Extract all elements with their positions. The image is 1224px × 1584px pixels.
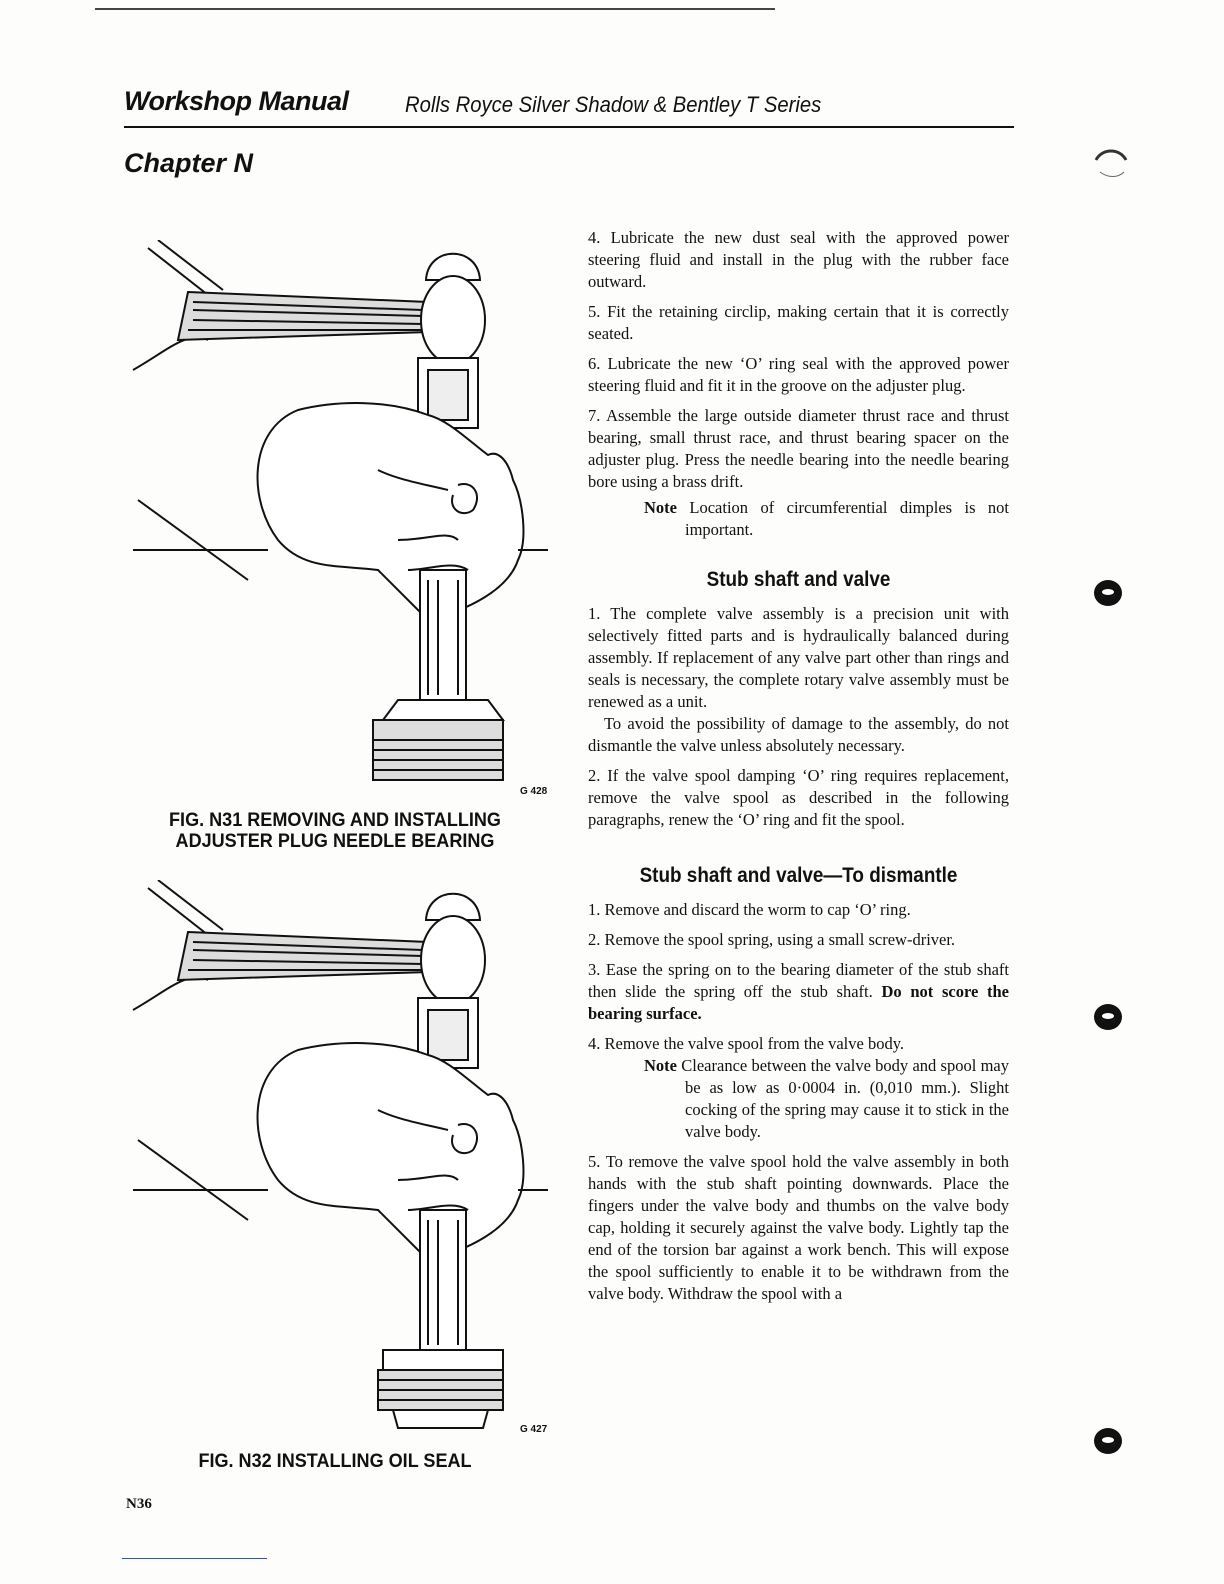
paragraph-4: 4. Lubricate the new dust seal with the approved power steering fluid and install in the plug with the rubber face outward.: [588, 228, 1009, 291]
note-text: Clearance between the valve body and spool may be as low as 0·0004 in. (0,010 mm.). Slight cocking of the spring may cause it to stick in the valve body.: [676, 1056, 1009, 1141]
paragraph-6: 6. Lubricate the new ‘O’ ring seal with the approved power steering fluid and fit it in the groove on the adjuster plug.: [588, 354, 1009, 395]
paragraph-7: 7. Assemble the large outside diameter thrust race and thrust bearing, small thrust race, and thrust bearing spacer on the adjuster plug. Press the needle bearing into the needle bearing bore using a brass drift.: [588, 406, 1009, 491]
top-rule: [95, 8, 775, 10]
caption-line: FIG. N32 INSTALLING OIL SEAL: [198, 1451, 472, 1472]
note-label: Note: [644, 498, 677, 517]
paragraph-d3-text: 3. Ease the spring on to the bearing diameter of the stub shaft then slide the spring off the stub shaft.: [588, 960, 1009, 1001]
note-clearance: [588, 1055, 1009, 1143]
punch-hole: [1094, 1004, 1122, 1030]
page-number: N36: [126, 1496, 152, 1512]
note-label: Note: [644, 1056, 677, 1075]
figure-n32-illustration: [128, 880, 558, 1440]
figure-n31-illustration: [128, 240, 558, 800]
paragraph-s1b: To avoid the possibility of damage to the assembly, do not dismantle the valve unless absolutely necessary.: [588, 714, 1009, 755]
figure-n32-caption: [140, 1451, 530, 1472]
text-column: [588, 227, 1009, 1305]
paragraph-5: 5. Fit the retaining circlip, making certain that it is correctly seated.: [588, 302, 1009, 343]
heading-stub-shaft-valve: Stub shaft and valve: [706, 568, 891, 591]
paragraph-d3-warning: Do not score the bearing surface.: [588, 982, 1010, 1023]
figure-n31-caption: [140, 810, 530, 852]
figure-n32-code: G 427: [520, 1424, 548, 1435]
bottom-rule: [122, 1558, 267, 1559]
paragraph-d5: 5. To remove the valve spool hold the valve assembly in both hands with the stub shaft pointing downwards. Place the fingers under the valve body and thumbs on the valve body cap, holding it securely against the valve body. Lightly tap the end of the torsion bar against a work bench. This will expose the spool sufficiently to enable it to be withdrawn from the valve body. Withdraw the spool with a: [588, 1152, 1009, 1303]
vehicle-title: Rolls Royce Silver Shadow & Bentley T Series: [405, 92, 822, 117]
paragraph-s1: 1. The complete valve assembly is a precision unit with selectively fitted parts and is hydraulically balanced during assembly. If replacement of any valve part other than rings and seals is necessary, the complete rotary valve assembly must be renewed as a unit.: [588, 604, 1009, 711]
paragraph-d4: 4. Remove the valve spool from the valve body.: [588, 1034, 905, 1053]
paragraph-s2: 2. If the valve spool damping ‘O’ ring requires replacement, remove the valve spool as described in the following paragraphs, renew the ‘O’ ring and fit the spool.: [588, 766, 1009, 829]
caption-line: ADJUSTER PLUG NEEDLE BEARING: [175, 831, 495, 852]
paragraph-d2: 2. Remove the spool spring, using a small screw-driver.: [588, 930, 956, 949]
header-rule: [124, 126, 1014, 128]
paragraph-d1: 1. Remove and discard the worm to cap ‘O’ ring.: [588, 900, 911, 919]
note-text: Location of circumferential dimples is not important.: [676, 498, 1009, 539]
manual-title: Workshop Manual: [124, 86, 349, 116]
punch-hole: [1094, 580, 1122, 606]
figure-n31-code: G 428: [520, 786, 548, 797]
chapter-title: Chapter N: [124, 148, 254, 178]
note-dimples: [588, 497, 1009, 541]
paragraph-d3: [588, 959, 1009, 1025]
scan-mark: [1092, 142, 1132, 182]
caption-line: FIG. N31 REMOVING AND INSTALLING: [169, 810, 501, 831]
heading-to-dismantle: Stub shaft and valve—To dismantle: [639, 864, 958, 887]
punch-hole: [1094, 1428, 1122, 1454]
